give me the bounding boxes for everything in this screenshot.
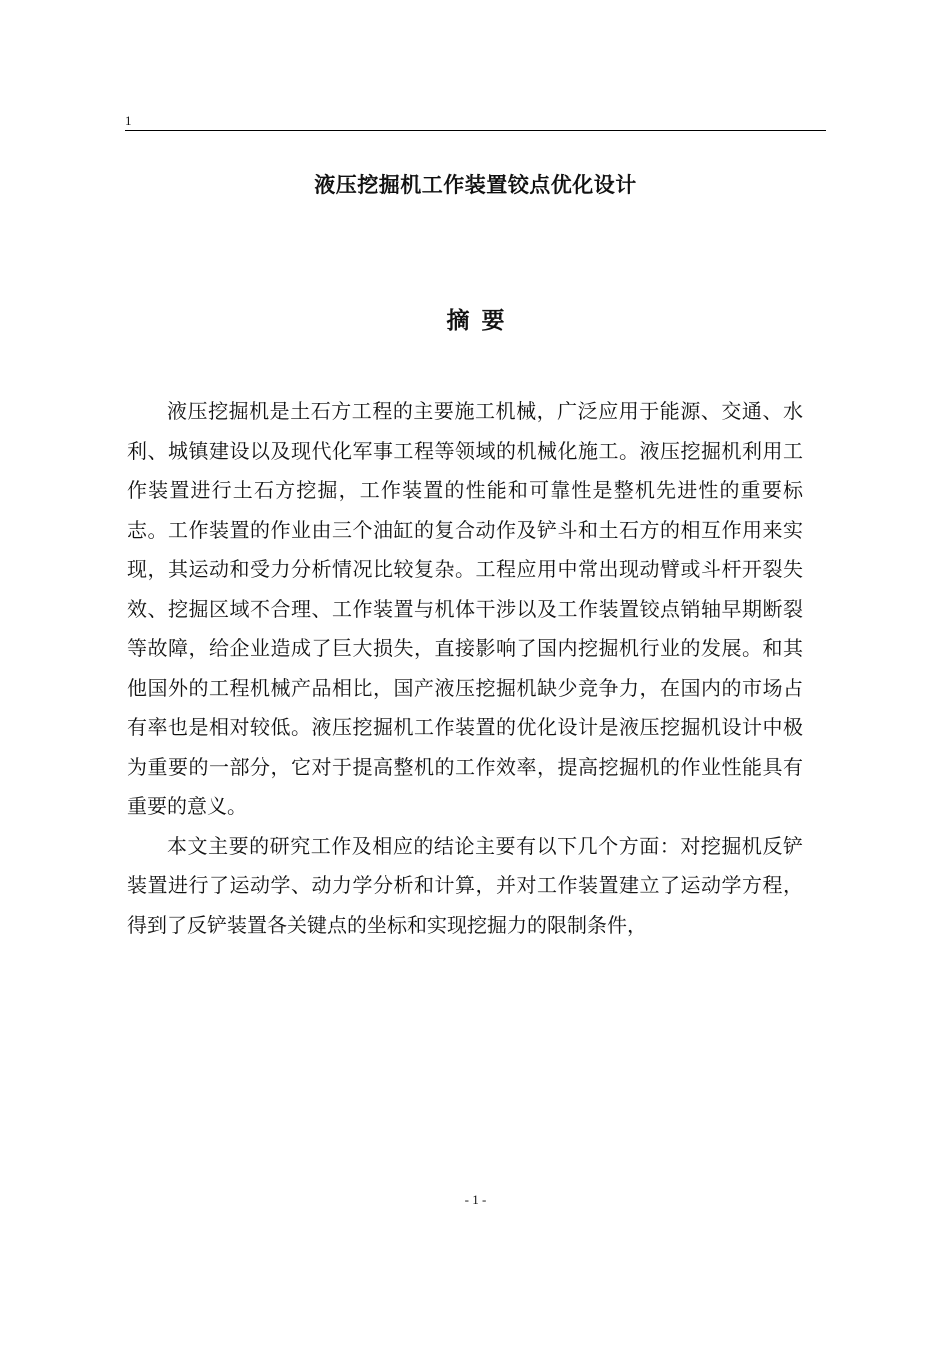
abstract-paragraph-1: 液压挖掘机是土石方工程的主要施工机械，广泛应用于能源、交通、水利、城镇建设以及现代化军事工程等领域的机械化施工。液压挖掘机利用工作装置进行土石方挖掘，工作装置的性能和可靠性是整机先进性的重要标志。工作装置的作业由三个油缸的复合动作及铲斗和土石方的相互作用来实现，其运动和受力分析情况比较复杂。工程应用中常出现动臂或斗杆开裂失效、挖掘区域不合理、工作装置与机体干涉以及工作装置铰点销轴早期断裂等故障，给企业造成了巨大损失，直接影响了国内挖掘机行业的发展。和其他国外的工程机械产品相比，国产液压挖掘机缺少竞争力，在国内的市场占有率也是相对较低。液压挖掘机工作装置的优化设计是液压挖掘机设计中极为重要的一部分，它对于提高整机的工作效率，提高挖掘机的作业性能具有重要的意义。 [127, 399, 803, 818]
abstract-body [127, 392, 803, 945]
header-rule [125, 130, 826, 131]
abstract-heading: 摘要 [446, 308, 517, 334]
abstract-paragraph-2: 本文主要的研究工作及相应的结论主要有以下几个方面：对挖掘机反铲装置进行了运动学、动力学分析和计算，并对工作装置建立了运动学方程，得到了反铲装置各关键点的坐标和实现挖掘力的限制条件， [127, 833, 803, 937]
header-page-number: 1 [125, 113, 132, 128]
document-title: 液压挖掘机工作装置铰点优化设计 [314, 173, 637, 197]
footer-page-number: - 1 - [464, 1192, 487, 1207]
